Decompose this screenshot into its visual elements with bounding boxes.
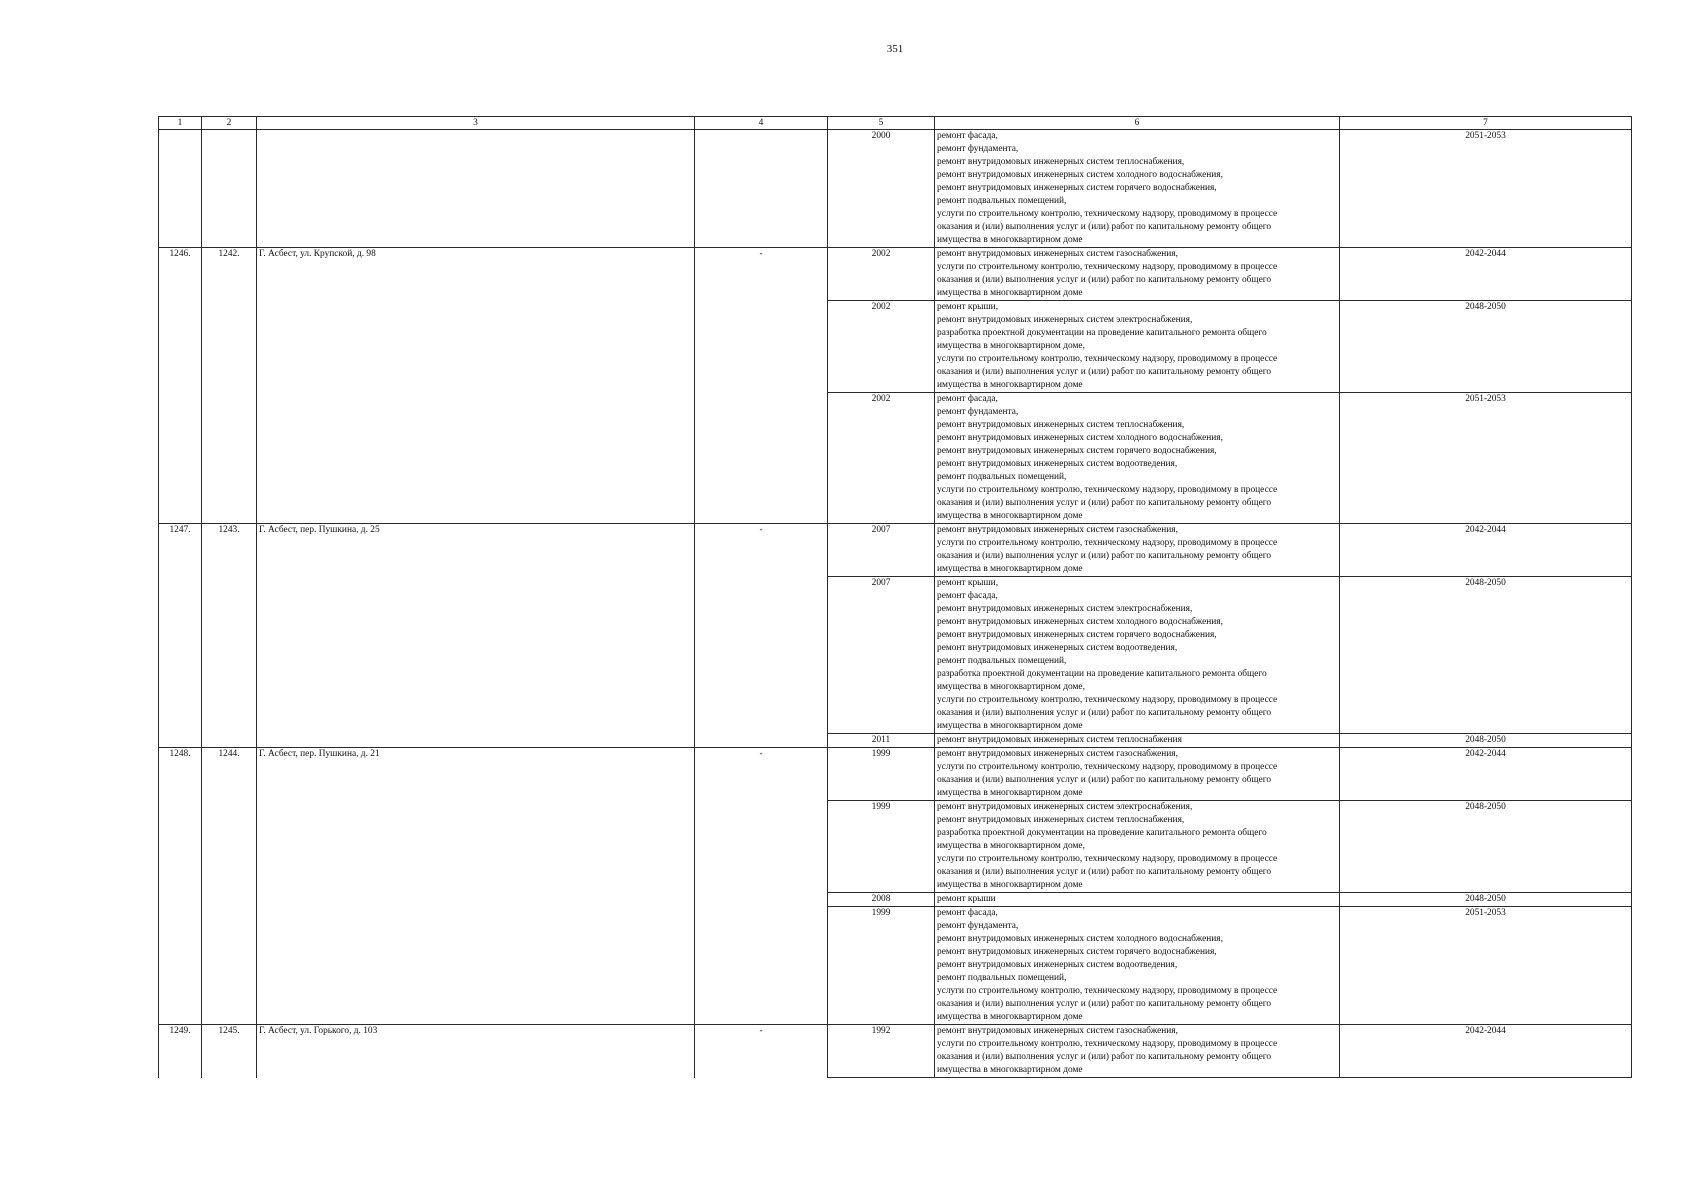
period-cell: 2048-2050 xyxy=(1340,301,1632,393)
work-item: услуги по строительному контролю, техническому надзору, проводимому в процессе xyxy=(937,762,1278,772)
work-item: имущества в многоквартирном доме xyxy=(937,721,1083,731)
work-item: имущества в многоквартирном доме, xyxy=(937,682,1085,692)
year-cell: 1999 xyxy=(828,801,935,893)
year-cell: 2008 xyxy=(828,893,935,907)
work-item: ремонт внутридомовых инженерных систем водоотведения, xyxy=(937,459,1178,469)
column-header-4: 4 xyxy=(695,117,828,130)
table-row xyxy=(159,748,1632,801)
address-cell: Г. Асбест, пер. Пушкина, д. 25 xyxy=(257,524,695,748)
work-item: ремонт внутридомовых инженерных систем водоотведения, xyxy=(937,643,1178,653)
period-cell: 2048-2050 xyxy=(1340,801,1632,893)
column-4-cell xyxy=(695,130,828,248)
work-item: ремонт внутридомовых инженерных систем горячего водоснабжения, xyxy=(937,446,1217,456)
work-item: услуги по строительному контролю, техническому надзору, проводимому в процессе xyxy=(937,209,1278,219)
column-header-2: 2 xyxy=(202,117,257,130)
work-item: ремонт внутридомовых инженерных систем газоснабжения, xyxy=(937,749,1178,759)
work-item: имущества в многоквартирном доме, xyxy=(937,341,1085,351)
work-item: ремонт внутридомовых инженерных систем электроснабжения, xyxy=(937,315,1193,325)
work-item: ремонт подвальных помещений, xyxy=(937,472,1067,482)
work-item: ремонт внутридомовых инженерных систем газоснабжения, xyxy=(937,1026,1178,1036)
column-number-row xyxy=(159,117,1632,130)
work-item: ремонт фундамента, xyxy=(937,144,1019,154)
table-body xyxy=(159,130,1632,1078)
work-item: ремонт крыши, xyxy=(937,302,999,312)
column-header-5: 5 xyxy=(828,117,935,130)
period-cell: 2042-2044 xyxy=(1340,748,1632,801)
work-item: услуги по строительному контролю, техническому надзору, проводимому в процессе xyxy=(937,695,1278,705)
works-cell xyxy=(935,893,1340,907)
column-header-3: 3 xyxy=(257,117,695,130)
work-item: ремонт фасада, xyxy=(937,394,998,404)
period-cell: 2048-2050 xyxy=(1340,893,1632,907)
work-item: услуги по строительному контролю, техническому надзору, проводимому в процессе xyxy=(937,538,1278,548)
period-cell: 2048-2050 xyxy=(1340,577,1632,734)
works-cell xyxy=(935,524,1340,577)
work-item: ремонт внутридомовых инженерных систем теплоснабжения xyxy=(937,735,1182,745)
work-item: разработка проектной документации на проведение капитального ремонта общего xyxy=(937,328,1267,338)
works-cell xyxy=(935,907,1340,1025)
address-cell: Г. Асбест, пер. Пушкина, д. 21 xyxy=(257,748,695,1025)
work-item: ремонт внутридомовых инженерных систем газоснабжения, xyxy=(937,249,1178,259)
work-item: оказания и (или) выполнения услуг и (или) работ по капитальному ремонту общего xyxy=(937,708,1272,718)
works-cell xyxy=(935,393,1340,524)
table-row xyxy=(159,524,1632,577)
work-item: оказания и (или) выполнения услуг и (или) работ по капитальному ремонту общего xyxy=(937,551,1272,561)
work-item: ремонт внутридомовых инженерных систем электроснабжения, xyxy=(937,802,1193,812)
work-item: имущества в многоквартирном доме xyxy=(937,235,1083,245)
year-cell: 2011 xyxy=(828,734,935,748)
period-cell: 2051-2053 xyxy=(1340,130,1632,248)
period-cell: 2048-2050 xyxy=(1340,734,1632,748)
work-item: имущества в многоквартирном доме xyxy=(937,564,1083,574)
work-item: имущества в многоквартирном доме xyxy=(937,788,1083,798)
work-item: ремонт подвальных помещений, xyxy=(937,973,1067,983)
works-cell xyxy=(935,1025,1340,1078)
work-item: ремонт крыши, xyxy=(937,578,999,588)
house-number-cell: 1244. xyxy=(202,748,257,1025)
work-item: ремонт внутридомовых инженерных систем газоснабжения, xyxy=(937,525,1178,535)
work-item: ремонт внутридомовых инженерных систем теплоснабжения, xyxy=(937,420,1185,430)
year-cell: 2000 xyxy=(828,130,935,248)
year-cell: 2007 xyxy=(828,524,935,577)
column-4-cell: - xyxy=(695,248,828,524)
works-cell xyxy=(935,748,1340,801)
period-cell: 2042-2044 xyxy=(1340,524,1632,577)
work-item: оказания и (или) выполнения услуг и (или) работ по капитальному ремонту общего xyxy=(937,867,1272,877)
work-item: оказания и (или) выполнения услуг и (или) работ по капитальному ремонту общего xyxy=(937,222,1272,232)
column-header-6: 6 xyxy=(935,117,1340,130)
year-cell: 1992 xyxy=(828,1025,935,1078)
year-cell: 1999 xyxy=(828,907,935,1025)
column-4-cell: - xyxy=(695,1025,828,1078)
work-item: оказания и (или) выполнения услуг и (или) работ по капитальному ремонту общего xyxy=(937,1052,1272,1062)
house-number-cell: 1242. xyxy=(202,248,257,524)
address-cell xyxy=(257,130,695,248)
work-item: разработка проектной документации на проведение капитального ремонта общего xyxy=(937,828,1267,838)
work-item: имущества в многоквартирном доме xyxy=(937,511,1083,521)
work-item: ремонт подвальных помещений, xyxy=(937,656,1067,666)
work-item: ремонт фасада, xyxy=(937,131,998,141)
work-item: услуги по строительному контролю, техническому надзору, проводимому в процессе xyxy=(937,986,1278,996)
work-item: имущества в многоквартирном доме xyxy=(937,380,1083,390)
work-item: имущества в многоквартирном доме xyxy=(937,880,1083,890)
period-cell: 2042-2044 xyxy=(1340,248,1632,301)
address-cell: Г. Асбест, ул. Крупской, д. 98 xyxy=(257,248,695,524)
capital-repair-table xyxy=(158,116,1632,1078)
works-cell xyxy=(935,248,1340,301)
table-row xyxy=(159,1025,1632,1078)
work-item: ремонт внутридомовых инженерных систем холодного водоснабжения, xyxy=(937,617,1223,627)
period-cell: 2051-2053 xyxy=(1340,907,1632,1025)
column-4-cell: - xyxy=(695,524,828,748)
house-number-cell: 1245. xyxy=(202,1025,257,1078)
row-number-cell xyxy=(159,130,202,248)
house-number-cell xyxy=(202,130,257,248)
page-number: 351 xyxy=(886,43,904,55)
work-item: имущества в многоквартирном доме xyxy=(937,1065,1083,1075)
table-row xyxy=(159,248,1632,301)
column-4-cell: - xyxy=(695,748,828,1025)
work-item: ремонт внутридомовых инженерных систем горячего водоснабжения, xyxy=(937,630,1217,640)
work-item: оказания и (или) выполнения услуг и (или) работ по капитальному ремонту общего xyxy=(937,775,1272,785)
work-item: услуги по строительному контролю, техническому надзору, проводимому в процессе xyxy=(937,262,1278,272)
work-item: ремонт внутридомовых инженерных систем горячего водоснабжения, xyxy=(937,183,1217,193)
year-cell: 1999 xyxy=(828,748,935,801)
work-item: ремонт фасада, xyxy=(937,908,998,918)
work-item: ремонт фасада, xyxy=(937,591,998,601)
year-cell: 2002 xyxy=(828,393,935,524)
work-item: имущества в многоквартирном доме xyxy=(937,288,1083,298)
work-item: оказания и (или) выполнения услуг и (или) работ по капитальному ремонту общего xyxy=(937,367,1272,377)
work-item: ремонт внутридомовых инженерных систем холодного водоснабжения, xyxy=(937,934,1223,944)
column-header-7: 7 xyxy=(1340,117,1632,130)
row-number-cell: 1249. xyxy=(159,1025,202,1078)
work-item: оказания и (или) выполнения услуг и (или) работ по капитальному ремонту общего xyxy=(937,498,1272,508)
works-cell xyxy=(935,301,1340,393)
work-item: оказания и (или) выполнения услуг и (или) работ по капитальному ремонту общего xyxy=(937,275,1272,285)
work-item: услуги по строительному контролю, техническому надзору, проводимому в процессе xyxy=(937,485,1278,495)
address-cell: Г. Асбест, ул. Горького, д. 103 xyxy=(257,1025,695,1078)
work-item: имущества в многоквартирном доме, xyxy=(937,841,1085,851)
work-item: ремонт фундамента, xyxy=(937,407,1019,417)
work-item: оказания и (или) выполнения услуг и (или) работ по капитальному ремонту общего xyxy=(937,999,1272,1009)
row-number-cell: 1248. xyxy=(159,748,202,1025)
works-cell xyxy=(935,801,1340,893)
works-cell xyxy=(935,130,1340,248)
work-item: услуги по строительному контролю, техническому надзору, проводимому в процессе xyxy=(937,354,1278,364)
row-number-cell: 1246. xyxy=(159,248,202,524)
year-cell: 2002 xyxy=(828,301,935,393)
column-header-1: 1 xyxy=(159,117,202,130)
table-row xyxy=(159,130,1632,248)
work-item: ремонт подвальных помещений, xyxy=(937,196,1067,206)
row-number-cell: 1247. xyxy=(159,524,202,748)
house-number-cell: 1243. xyxy=(202,524,257,748)
work-item: разработка проектной документации на проведение капитального ремонта общего xyxy=(937,669,1267,679)
work-item: ремонт внутридомовых инженерных систем теплоснабжения, xyxy=(937,157,1185,167)
period-cell: 2042-2044 xyxy=(1340,1025,1632,1078)
works-cell xyxy=(935,577,1340,734)
works-cell xyxy=(935,734,1340,748)
work-item: услуги по строительному контролю, техническому надзору, проводимому в процессе xyxy=(937,1039,1278,1049)
work-item: ремонт внутридомовых инженерных систем холодного водоснабжения, xyxy=(937,433,1223,443)
year-cell: 2007 xyxy=(828,577,935,734)
work-item: услуги по строительному контролю, техническому надзору, проводимому в процессе xyxy=(937,854,1278,864)
work-item: ремонт внутридомовых инженерных систем теплоснабжения, xyxy=(937,815,1185,825)
work-item: ремонт внутридомовых инженерных систем горячего водоснабжения, xyxy=(937,947,1217,957)
work-item: ремонт внутридомовых инженерных систем водоотведения, xyxy=(937,960,1178,970)
work-item: ремонт фундамента, xyxy=(937,921,1019,931)
period-cell: 2051-2053 xyxy=(1340,393,1632,524)
year-cell: 2002 xyxy=(828,248,935,301)
work-item: ремонт внутридомовых инженерных систем электроснабжения, xyxy=(937,604,1193,614)
work-item: ремонт внутридомовых инженерных систем холодного водоснабжения, xyxy=(937,170,1223,180)
work-item: ремонт крыши xyxy=(937,894,996,904)
work-item: имущества в многоквартирном доме xyxy=(937,1012,1083,1022)
